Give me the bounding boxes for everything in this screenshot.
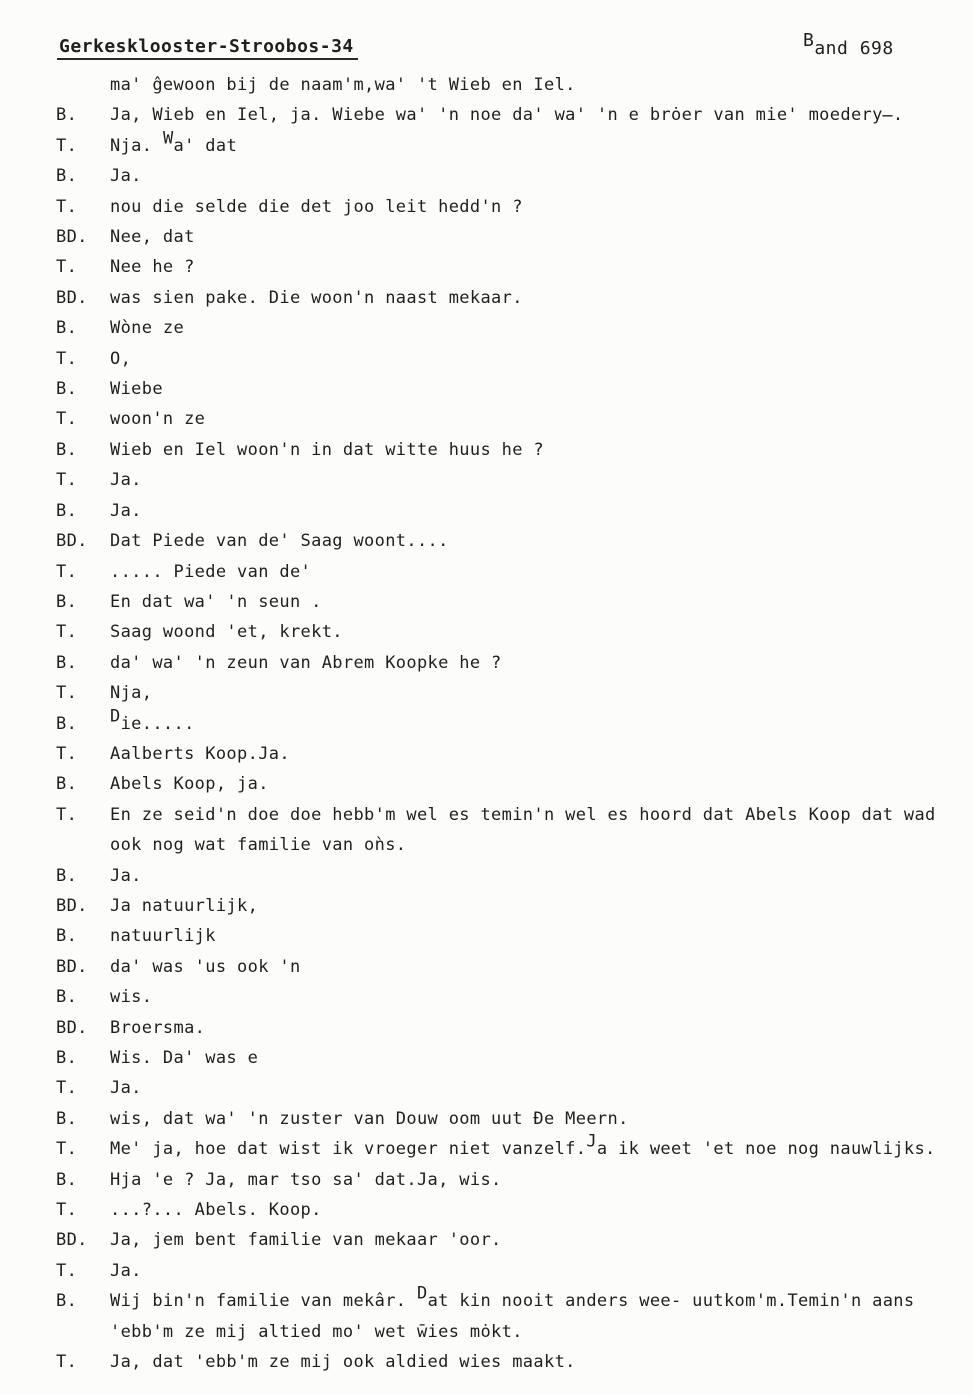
dialogue-text [110, 1256, 973, 1286]
speaker-label: B. [56, 318, 78, 339]
dialogue-line: ma' ĝewoon bij de naam'm,wa' 't Wieb en Iel. [110, 75, 576, 95]
dialogue-line: Hja 'e ? Ja, mar tso sa' dat.Ja, wis. [110, 1169, 502, 1190]
dialogue-text [110, 374, 973, 404]
dialogue-entry [0, 1131, 973, 1164]
dialogue-line: Me' ja, hoe dat wist ik vroeger niet vanzelf.$^J$a ik weet 'et noe nog nauwlijks. [110, 1131, 936, 1160]
speaker-label: B. [56, 379, 78, 400]
dialogue-entry [0, 1283, 973, 1347]
dialogue-entry [0, 921, 973, 951]
dialogue-text [110, 465, 973, 495]
dialogue-entry [0, 192, 973, 222]
dialogue-text [110, 678, 973, 708]
dialogue-text [110, 1195, 973, 1225]
speaker-label: BD. [56, 956, 88, 977]
speaker-label: B. [56, 500, 78, 521]
dialogue-entry [0, 648, 973, 678]
speaker-label: T. [56, 348, 78, 369]
dialogue-entry [0, 252, 973, 282]
dialogue-text [110, 1347, 973, 1377]
dialogue-line: Abels Koop, ja. [110, 774, 269, 795]
dialogue-entry [0, 705, 973, 739]
page-header [0, 29, 973, 72]
speaker-label: BD. [56, 895, 88, 916]
speaker-label: T. [56, 804, 78, 825]
dialogue-entry [0, 1165, 973, 1195]
dialogue-entry [0, 128, 973, 161]
dialogue-text [110, 222, 973, 252]
dialogue-entry [0, 952, 973, 982]
dialogue-entry [0, 313, 973, 343]
dialogue-line: Ja. [110, 1260, 142, 1281]
dialogue-text [110, 617, 973, 647]
speaker-label: B. [56, 439, 78, 460]
dialogue-text [110, 769, 973, 799]
dialogue-entry [0, 861, 973, 891]
dialogue-text [110, 648, 973, 678]
dialogue-text [110, 161, 973, 191]
speaker-label: B. [56, 987, 78, 1008]
dialogue-entry [0, 587, 973, 617]
dialogue-line: Wòne ze [110, 318, 185, 339]
dialogue-entry [0, 404, 973, 434]
dialogue-line: Ja. [110, 500, 142, 521]
speaker-label: B. [56, 1048, 78, 1068]
dialogue-line: ..... Piede van de' [110, 561, 312, 582]
dialogue-text [110, 952, 973, 982]
speaker-label: T. [56, 257, 78, 278]
dialogue-line: Ja. [110, 865, 142, 886]
dialogue-text [110, 800, 973, 861]
dialogue-line: natuurlijk [110, 926, 216, 947]
speaker-label: T. [56, 622, 78, 643]
dialogue-line: En dat wa' 'n seun . [110, 591, 322, 612]
speaker-label: B. [56, 774, 78, 795]
speaker-label: T. [56, 1200, 78, 1221]
dialogue-text [110, 705, 973, 739]
speaker-label: BD. [56, 1017, 88, 1038]
dialogue-line: Dat Piede van de' Saag woont.... [110, 531, 449, 552]
dialogue-text [110, 861, 973, 891]
dialogue-text [110, 435, 973, 465]
dialogue-text [110, 70, 973, 100]
dialogue-entry [0, 678, 973, 708]
dialogue-text [110, 1225, 973, 1255]
dialogue-text [110, 1283, 973, 1347]
dialogue-line: En ze seid'n doe doe hebb'm wel es temin'n wel es hoord dat Abels Koop dat wad [110, 804, 936, 825]
dialogue-text [110, 1073, 973, 1103]
dialogue-line: ...?... Abels. Koop. [110, 1200, 322, 1221]
dialogue-entry [0, 1043, 973, 1073]
dialogue-text [110, 1131, 973, 1164]
dialogue-entry [0, 1013, 973, 1043]
speaker-label: B. [56, 1108, 78, 1129]
speaker-label: T. [56, 1260, 78, 1281]
dialogue-line: Ja, Wieb en Iel, ja. Wiebe wa' 'n noe da' wa' 'n e brȯer van mie' moedery̶. [110, 105, 904, 126]
dialogue-entry [0, 1225, 973, 1255]
dialogue-line: Nee he ? [110, 257, 195, 278]
dialogue-entry [0, 800, 973, 861]
dialogue-line: Ja. [110, 1078, 142, 1099]
dialogue-entry [0, 891, 973, 921]
dialogue-entry [0, 435, 973, 465]
speaker-label: B. [56, 591, 78, 612]
speaker-label: B. [56, 1291, 78, 1312]
speaker-label: BD. [56, 531, 88, 552]
dialogue-entry [0, 617, 973, 647]
speaker-label: BD. [56, 287, 88, 308]
dialogue-entry [0, 100, 973, 130]
dialogue-text [110, 982, 973, 1012]
dialogue-line: Wij bin'n familie van mekâr. $^D$at kin nooit anders wee- uutkom'm.Temin'n aans [110, 1283, 915, 1312]
dialogue-entry [0, 1347, 973, 1377]
dialogue-line: nou die selde die det joo leit hedd'n ? [110, 196, 523, 217]
dialogue-line: Ja. [110, 166, 142, 187]
dialogue-entry [0, 496, 973, 526]
dialogue-text [110, 344, 973, 374]
dialogue-entry [0, 465, 973, 495]
speaker-label: T. [56, 743, 78, 764]
dialogue-entry [0, 526, 973, 556]
dialogue-entry [0, 1104, 973, 1134]
dialogue-line: Wieb en Iel woon'n in dat witte huus he ? [110, 439, 544, 460]
band-number: $^B$and 698 [803, 29, 894, 59]
dialogue-entry [0, 1073, 973, 1103]
dialogue-text [110, 891, 973, 921]
dialogue-entry [0, 344, 973, 374]
dialogue-text [110, 1013, 973, 1043]
dialogue-text [110, 100, 973, 130]
speaker-label: T. [56, 196, 78, 217]
dialogue-entry [0, 161, 973, 191]
speaker-label: B. [56, 713, 78, 734]
dialogue-entry [0, 982, 973, 1012]
dialogue-line: woon'n ze [110, 409, 206, 430]
speaker-label: T. [56, 470, 78, 491]
dialogue-line: wis, dat wa' 'n zuster van Douw oom uut Đe Meern. [110, 1108, 629, 1129]
dialogue-text [110, 557, 973, 587]
dialogue-line: 'ebb'm ze mij altied mo' wet w̄ies mȯkt. [110, 1321, 523, 1342]
dialogue-entry [0, 374, 973, 404]
speaker-label: T. [56, 561, 78, 582]
dialogue-line: Wiebe [110, 379, 163, 400]
dialogue-text [110, 587, 973, 617]
speaker-label: T. [56, 1078, 78, 1099]
speaker-label: B. [56, 105, 78, 126]
speaker-label: B. [56, 1169, 78, 1190]
dialogue-entry [0, 70, 973, 100]
dialogue-text [110, 404, 973, 434]
dialogue-entry [0, 1256, 973, 1286]
speaker-label: BD. [56, 1230, 88, 1251]
dialogue-text [110, 283, 973, 313]
speaker-label: B. [56, 652, 78, 673]
dialogue-text [110, 252, 973, 282]
dialogue-text [110, 496, 973, 526]
dialogue-line: Wis. Da' was e [110, 1048, 259, 1068]
dialogue-line: ook nog wat familie van oǹs. [110, 835, 407, 856]
speaker-label: T. [56, 1139, 78, 1160]
dialogue-line: da' was 'us ook 'n [110, 956, 301, 977]
dialogue-line: Nja, [110, 683, 153, 704]
dialogue-line: Ja, jem bent familie van mekaar 'oor. [110, 1230, 502, 1251]
document-title: Gerkesklooster-Stroobos-34 [57, 36, 358, 60]
speaker-label: BD. [56, 227, 88, 248]
transcript [0, 70, 973, 1377]
dialogue-line: wis. [110, 987, 153, 1008]
dialogue-entry [0, 1195, 973, 1225]
dialogue-line: Saag woond 'et, krekt. [110, 622, 343, 643]
dialogue-text [110, 313, 973, 343]
speaker-label: T. [56, 683, 78, 704]
dialogue-text [110, 1104, 973, 1134]
dialogue-text [110, 526, 973, 556]
speaker-label: T. [56, 1352, 78, 1373]
dialogue-entry [0, 557, 973, 587]
dialogue-line: $^D$ie..... [110, 705, 195, 734]
dialogue-text [110, 192, 973, 222]
speaker-label: B. [56, 926, 78, 947]
speaker-label: T. [56, 409, 78, 430]
dialogue-line: Nee, dat [110, 227, 195, 248]
speaker-label: B. [56, 166, 78, 187]
speaker-label: B. [56, 865, 78, 886]
dialogue-entry [0, 222, 973, 252]
dialogue-line: Ja. [110, 470, 142, 491]
speaker-label: T. [56, 135, 78, 156]
dialogue-line: was sien pake. Die woon'n naast mekaar. [110, 287, 523, 308]
dialogue-text [110, 128, 973, 161]
dialogue-text [110, 921, 973, 951]
dialogue-line: Nja. $^W$a' dat [110, 128, 238, 156]
dialogue-text [110, 1165, 973, 1195]
dialogue-text [110, 739, 973, 769]
dialogue-line: Ja, dat 'ebb'm ze mij ook aldied wies maakt. [110, 1352, 576, 1373]
dialogue-entry [0, 283, 973, 313]
dialogue-line: Aalberts Koop.Ja. [110, 743, 290, 764]
dialogue-entry [0, 739, 973, 769]
dialogue-text [110, 1043, 973, 1073]
dialogue-line: da' wa' 'n zeun van Abrem Koopke he ? [110, 652, 502, 673]
dialogue-line: Ja natuurlijk, [110, 895, 259, 916]
dialogue-line: O, [110, 348, 132, 369]
dialogue-line: Broersma. [110, 1017, 206, 1038]
dialogue-entry [0, 769, 973, 799]
